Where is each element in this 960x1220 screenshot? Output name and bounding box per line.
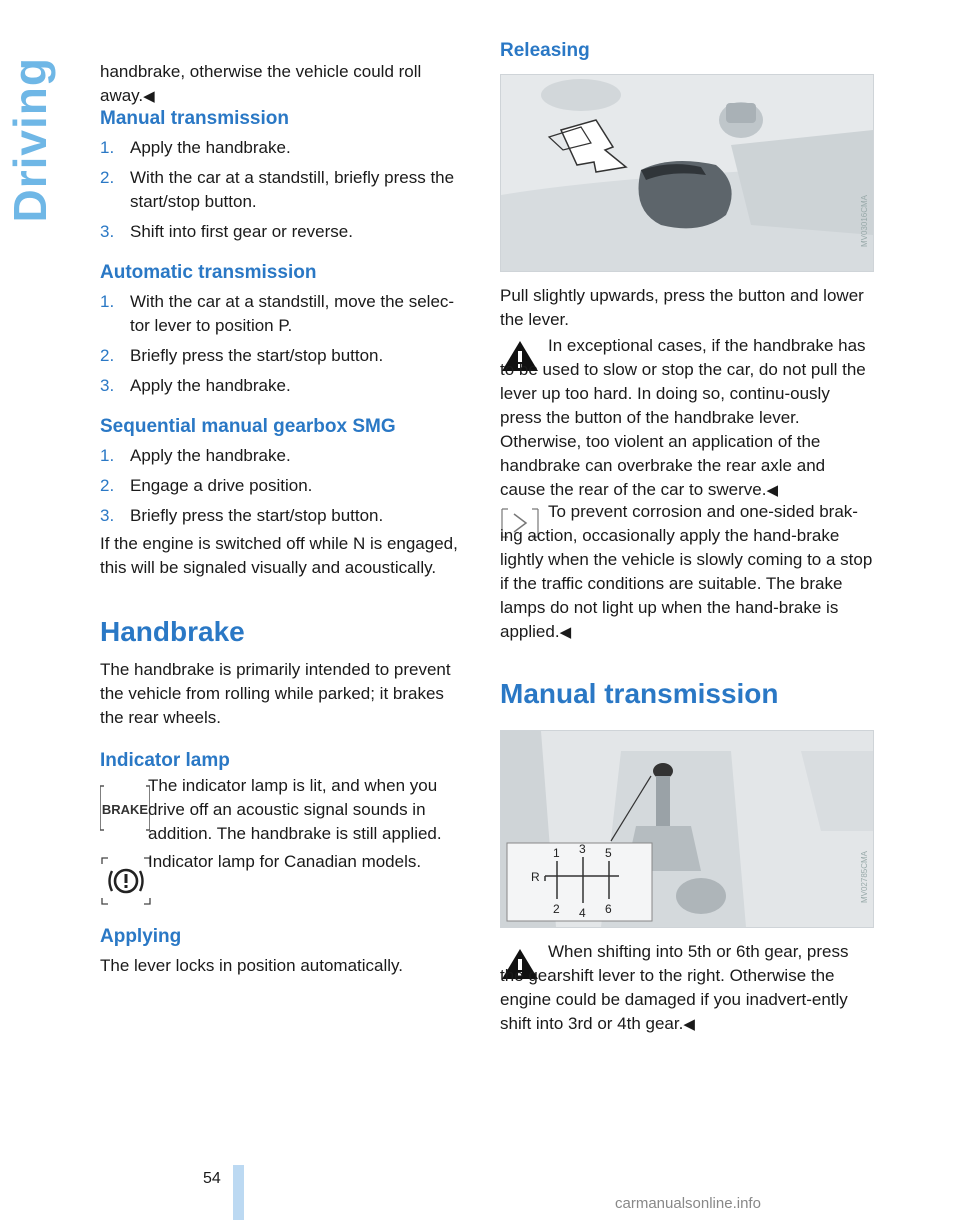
indicator-text-2: Indicator lamp for Canadian models.	[148, 852, 422, 871]
svg-text:6: 6	[605, 902, 612, 916]
svg-text:1: 1	[553, 846, 560, 860]
applying-heading: Applying	[100, 926, 182, 947]
svg-text:3: 3	[579, 842, 586, 856]
svg-text:R: R	[531, 870, 540, 884]
list-item: 1. Apply the handbrake.	[100, 446, 291, 465]
brake-lamp-icon	[100, 784, 150, 832]
list-item: 1. With the car at a standstill, move the selec-tor lever to position P.	[100, 292, 455, 335]
page-bar	[233, 1165, 244, 1220]
canadian-brake-icon	[100, 856, 152, 906]
handbrake-text: The handbrake is primarily intended to prevent the vehicle from rolling while parked; it brakes the rear wheels.	[100, 660, 451, 727]
list-item: 3. Briefly press the start/stop button.	[100, 506, 384, 525]
indicator-heading: Indicator lamp	[100, 750, 230, 771]
intro-text: handbrake, otherwise the vehicle could roll away.◀	[100, 62, 422, 105]
handbrake-photo	[500, 74, 874, 272]
svg-text:2: 2	[553, 902, 560, 916]
list-item: 3. Apply the handbrake.	[100, 376, 291, 395]
handbrake-heading: Handbrake	[100, 616, 245, 647]
list-item: 1. Apply the handbrake.	[100, 138, 291, 157]
automatic-heading: Automatic transmission	[100, 262, 317, 283]
svg-text:4: 4	[579, 906, 586, 920]
manual-transmission-heading: Manual transmission	[500, 678, 779, 709]
manual-heading: Manual transmission	[100, 108, 289, 129]
releasing-warning: In exceptional cases, if the handbrake has to be used to slow or stop the car, do not pull the lever up too hard. In doing so, continu-ously press the button of the handbrake lever. Otherwise, too violent an application of the handbrake can overbrake the rear axle and cause the rear of the car to swerve.◀	[500, 336, 866, 499]
smg-heading: Sequential manual gearbox SMG	[100, 416, 396, 437]
indicator-text-1: The indicator lamp is lit, and when you drive off an acoustic signal sounds in addition. The handbrake is still applied.	[148, 776, 442, 843]
section-tab: Driving	[4, 57, 56, 223]
list-item: 2. With the car at a standstill, briefly press the start/stop button.	[100, 168, 455, 211]
photo-code: MV03016CMA	[860, 195, 869, 248]
svg-text:5: 5	[605, 846, 612, 860]
automatic-steps	[100, 290, 468, 398]
photo-code: MV02785CMA	[860, 851, 869, 904]
releasing-heading: Releasing	[500, 40, 590, 61]
smg-steps	[100, 444, 468, 528]
list-item: 3. Shift into first gear or reverse.	[100, 222, 353, 241]
svg-text:BRAKE: BRAKE	[101, 802, 149, 817]
applying-text: The lever locks in position automatically.	[100, 956, 403, 975]
releasing-text: Pull slightly upwards, press the button and lower the lever.	[500, 286, 864, 329]
page-number: 54	[203, 1170, 221, 1187]
gearshift-photo	[500, 730, 874, 928]
smg-note: If the engine is switched off while N is engaged, this will be signaled visually and acoustically.	[100, 534, 458, 577]
manual-steps	[100, 136, 468, 244]
footer-site[interactable]: carmanualsonline.info	[615, 1195, 761, 1212]
list-item: 2. Engage a drive position.	[100, 476, 313, 495]
list-item: 2. Briefly press the start/stop button.	[100, 346, 384, 365]
releasing-note: To prevent corrosion and one-sided brak-ing action, occasionally apply the hand-brake lightly when the vehicle is slowly coming to a stop if the traffic conditions are suitable. The brake lamps do not light up when the hand-brake is applied.◀	[500, 502, 873, 641]
manual-transmission-warning: When shifting into 5th or 6th gear, press the gearshift lever to the right. Otherwise the engine could be damaged if you inadvert-ently shift into 3rd or 4th gear.◀	[500, 942, 849, 1033]
